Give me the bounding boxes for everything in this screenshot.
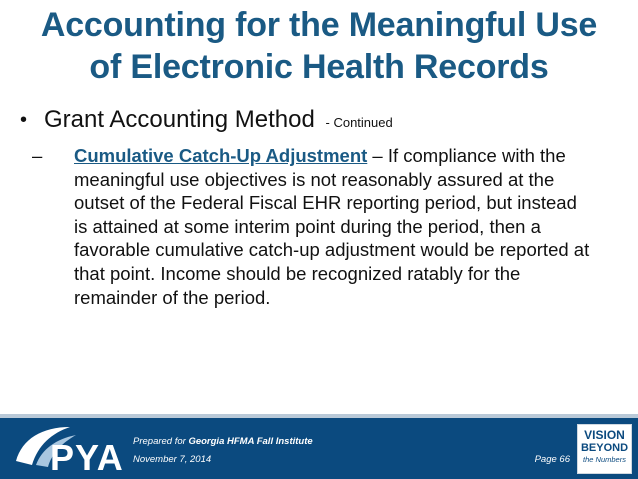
sub-bullet-line-7: remainder of the period. (74, 286, 271, 308)
sub-bullet-body (74, 144, 630, 309)
sub-bullet-line-4: is attained at some interim point during the period, then a (74, 215, 541, 237)
vision-logo-line-3: the Numbers (583, 455, 626, 464)
bullet-label: Grant Accounting Method (44, 106, 315, 133)
prepared-organization: Georgia HFMA Fall Institute (188, 436, 313, 447)
sub-bullet-line-2: meaningful use objectives is not reasonably assured at the (74, 168, 555, 190)
prepared-prefix: Prepared for (133, 436, 189, 447)
vision-logo-line-1: VISION (584, 428, 625, 442)
sub-bullet-line-5: favorable cumulative catch-up adjustment would be reported at (74, 239, 590, 261)
vision-logo-line-2: BEYOND (580, 442, 629, 454)
bullet-dot-icon: • (20, 109, 28, 131)
pya-logo-text: PYA (50, 437, 124, 478)
footer-prepared-for (133, 436, 313, 447)
slide-title (0, 4, 638, 88)
sub-bullet-line-1-text: – If compliance with the (367, 145, 566, 166)
footer-date: November 7, 2014 (133, 454, 212, 465)
footer-page-number: Page 66 (534, 454, 570, 465)
sub-bullet-line-6: that point. Income should be recognized ratably for the (74, 262, 521, 284)
sub-bullet-line-1 (74, 144, 630, 168)
sub-bullet (32, 144, 630, 309)
sub-bullet-line-3: outset of the Federal Fiscal EHR reporting period, but instead (74, 192, 577, 214)
slide-title-line-1: Accounting for the Meaningful Use (40, 6, 598, 44)
bullet-continued-note: - Continued (325, 115, 393, 130)
sub-bullet-dash-icon: – (32, 145, 43, 166)
main-bullet (20, 106, 620, 137)
sub-bullet-term: Cumulative Catch-Up Adjustment (74, 145, 368, 166)
slide-title-line-2: of Electronic Health Records (89, 48, 549, 86)
vision-beyond-logo (577, 424, 632, 474)
